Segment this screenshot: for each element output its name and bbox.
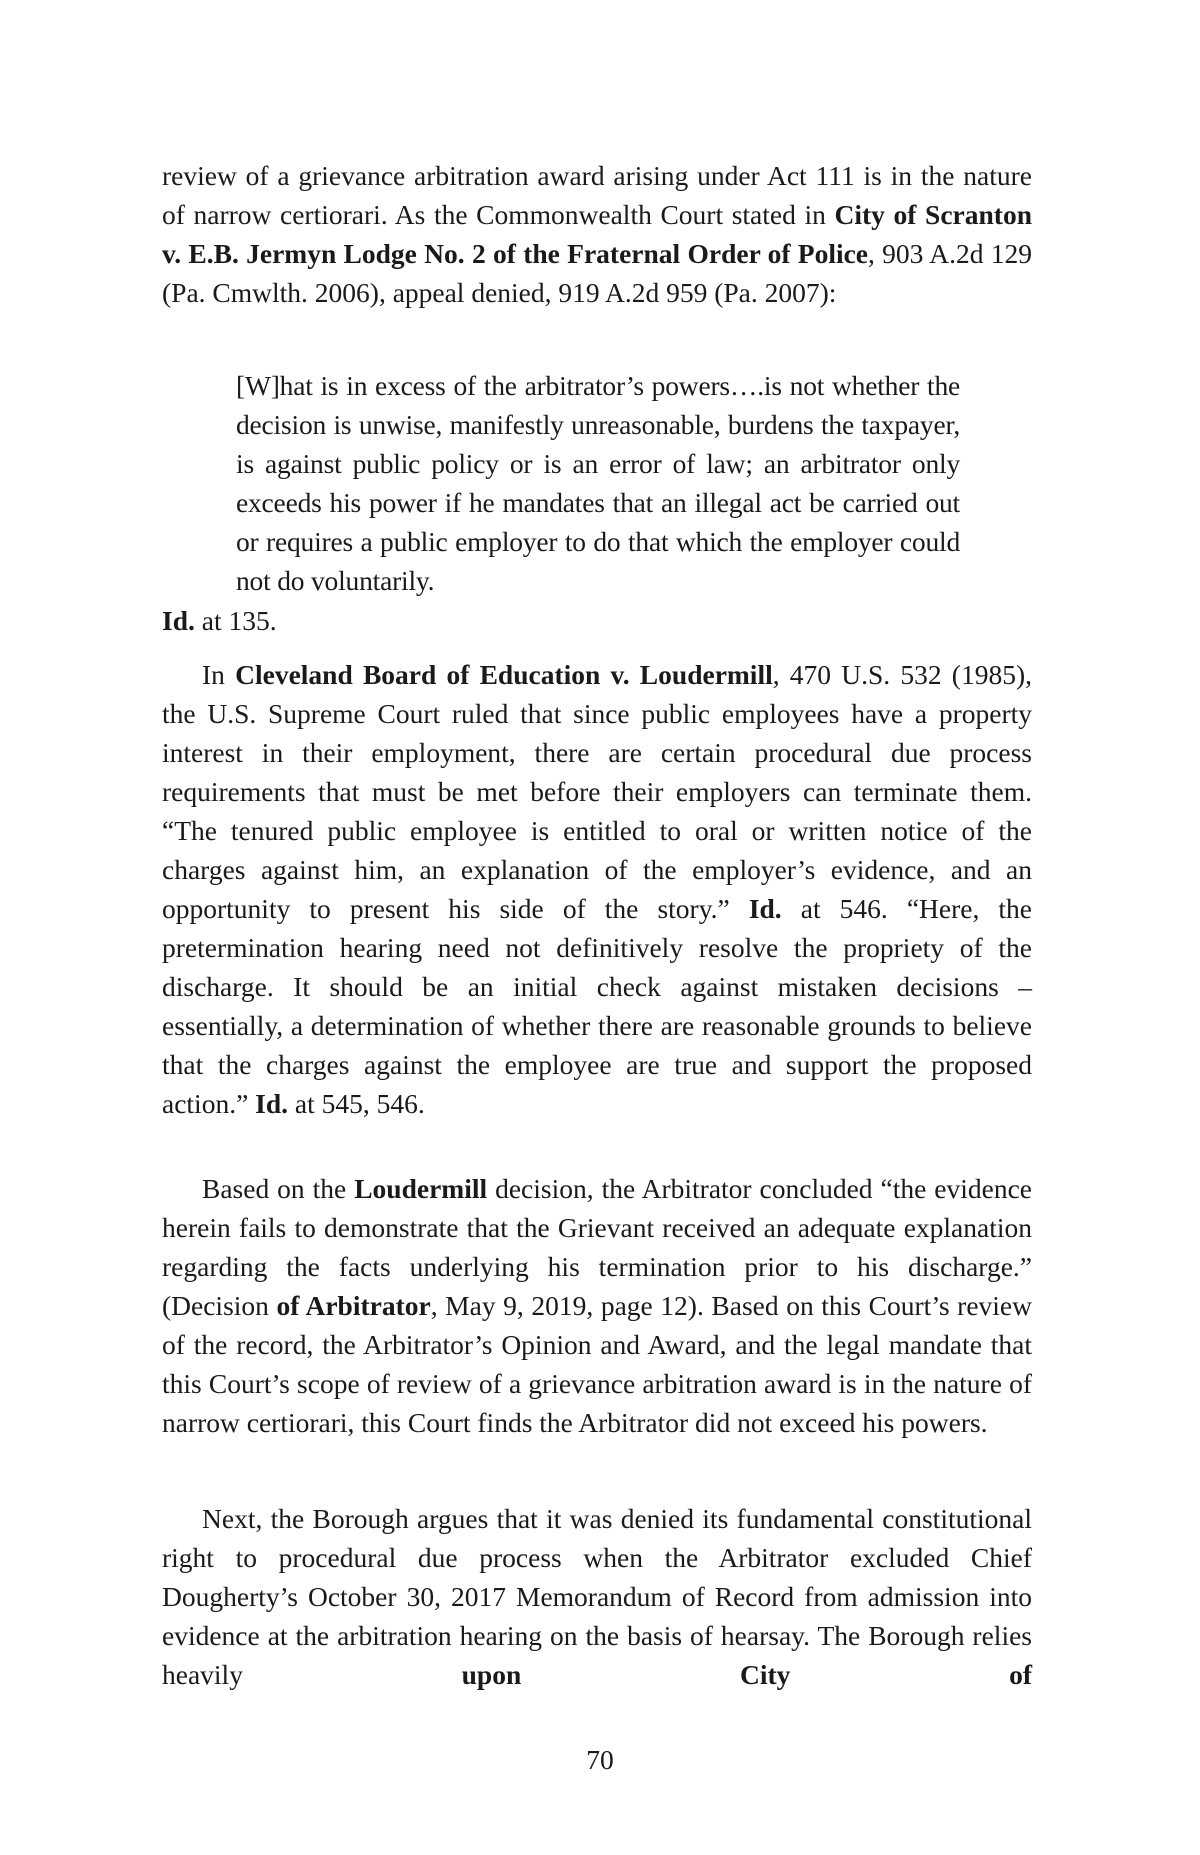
- loudermill-id-2: Id.: [255, 1088, 289, 1119]
- block-quote-text: [W]hat is in excess of the arbitrator’s powers….is not whether the decision is unwise, manifestly unreasonable, burdens the taxpayer, is against public policy or is an error of law; an arbitrator only exceeds his power if he mandates that an illegal act be carried out or requires a public employer to do that which the employer could not do voluntarily.: [236, 370, 960, 596]
- quote-citation-rest: at 135.: [194, 605, 277, 636]
- based-text-1: Based on the: [202, 1173, 355, 1204]
- based-text-3: , May 9, 2019, page 12). Based on this Court’s review of the record, the Arbitrator’s Opinion and Award, and the legal mandate that this Court’s scope of review of a grievance arbitration award is in the nature of narrow certiorari, this Court finds the Arbitrator did not exceed his powers.: [162, 1290, 1032, 1438]
- quote-citation-id: Id.: [162, 605, 195, 636]
- quote-citation: [162, 601, 1032, 640]
- paragraph-loudermill: [162, 655, 1032, 1123]
- case-citation-scranton: City of Scranton v. E.B. Jermyn Lodge No. 2 of the Fraternal Order of Police: [162, 199, 1032, 269]
- based-text-2: decision, the Arbitrator concluded “the evidence herein fails to demonstrate that the Grievant received an adequate explanation regarding the facts underlying his termination prior to his discharge.” (Decision: [162, 1173, 1032, 1321]
- intro-text-1: review of a grievance arbitration award arising under Act 111 is in the nature of narrow certiorari. As the Commonwealth Court stated in: [162, 160, 1032, 230]
- loudermill-text-4: at 545, 546.: [288, 1088, 425, 1119]
- paragraph-next: [162, 1499, 1032, 1694]
- paragraph-intro: [162, 156, 1032, 312]
- case-citation-loudermill-short: Loudermill: [354, 1173, 488, 1204]
- paragraph-based-on: [162, 1169, 1032, 1442]
- case-citation-loudermill: Cleveland Board of Education v. Loudermill: [235, 659, 773, 690]
- block-quote: [236, 366, 960, 600]
- loudermill-text-2: , 470 U.S. 532 (1985), the U.S. Supreme Court ruled that since public employees have a property interest in their employment, there are certain procedural due process requirements that must be met before their employers can terminate them. “The tenured public employee is entitled to oral or written notice of the charges against him, an explanation of the employer’s evidence, and an opportunity to present his side of the story.”: [162, 659, 1032, 924]
- intro-text-2: , 903 A.2d 129 (Pa. Cmwlth. 2006), appeal denied, 919 A.2d 959 (Pa. 2007):: [162, 238, 1032, 308]
- loudermill-id-1: Id.: [748, 893, 782, 924]
- loudermill-text-3: at 546. “Here, the pretermination hearing need not definitively resolve the propriety of the discharge. It should be an initial check against mistaken decisions – essentially, a determination of whether there are reasonable grounds to believe that the charges against the employee are true and support the proposed action.”: [162, 893, 1033, 1119]
- page-number: 70: [586, 1744, 614, 1775]
- loudermill-text-1: In: [202, 659, 236, 690]
- next-bold-city: upon City of: [461, 1659, 1032, 1690]
- next-text-1: Next, the Borough argues that it was denied its fundamental constitutional right to procedural due process when the Arbitrator excluded Chief Dougherty’s October 30, 2017 Memorandum of Record from admission into evidence at the arbitration hearing on the basis of hearsay. The Borough relies heavily: [162, 1503, 1032, 1690]
- based-bold-arbitrator: of Arbitrator: [276, 1290, 431, 1321]
